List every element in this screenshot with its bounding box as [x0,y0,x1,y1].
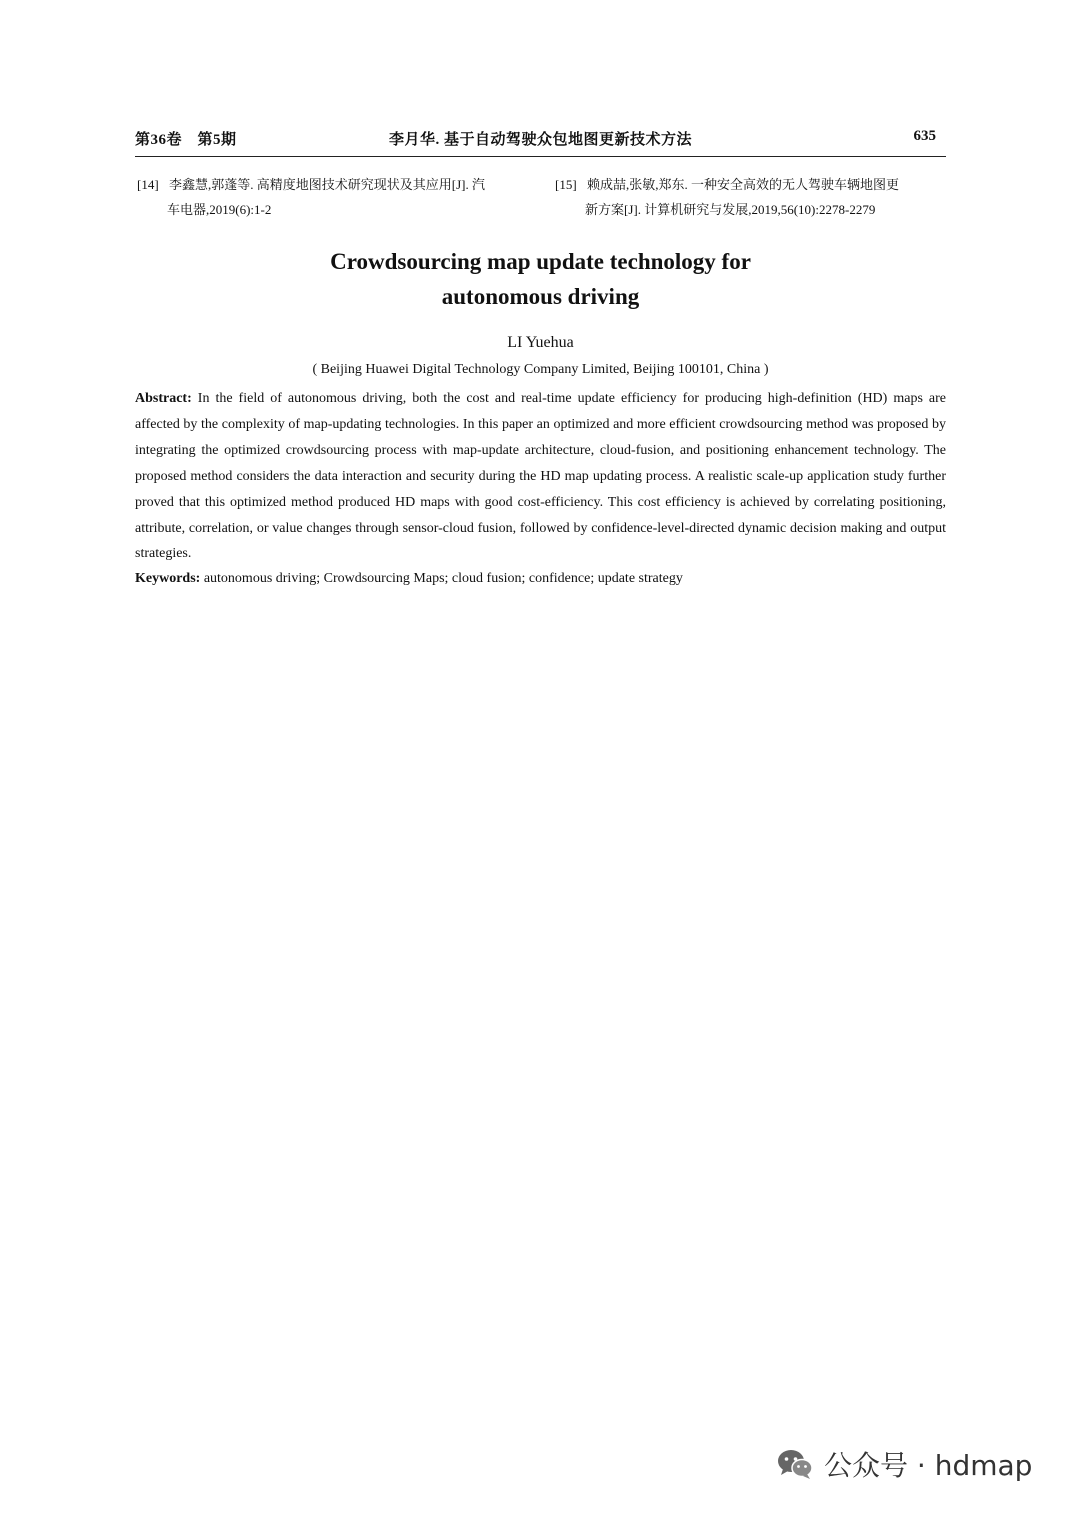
title-line2: autonomous driving [441,284,640,309]
reference-text-line2: 车电器,2019(6):1-2 [167,202,272,217]
reference-number: [15] [555,177,577,192]
watermark [776,1442,1032,1486]
reference-15 [555,172,947,222]
reference-text-line1: 李鑫慧,郭蓬等. 高精度地图技术研究现状及其应用[J]. 汽 [169,177,485,192]
keywords [135,568,946,590]
reference-text-line1: 赖成喆,张敏,郑东. 一种安全高效的无人驾驶车辆地图更 [587,177,900,192]
author: LI Yuehua [507,334,574,351]
abstract-text: In the field of autonomous driving, both the cost and real-time update efficiency for producing high-definition (HD) maps are affected by the complexity of map-updating technologies. In this paper an optimized and more efficient crowdsourcing method was proposed by integrating the optimized crowdsourcing process with map-update architecture, cloud-fusion, and positioning enhancement technology. The proposed method considers the data interaction and security during the HD map updating process. A realistic scale-up application study further proved that this optimized method produced HD maps with good cost-efficiency. This cost efficiency is achieved by correlating positioning, attribute, correlation, or value changes through sensor-cloud fusion, followed by confidence-level-directed dynamic decision making and output strategies. [135,391,946,562]
affiliation: ( Beijing Huawei Digital Technology Company Limited, Beijing 100101, China ) [312,362,769,377]
reference-number: [14] [137,177,159,192]
reference-text-line2: 新方案[J]. 计算机研究与发展,2019,56(10):2278-2279 [585,202,876,217]
keywords-text: autonomous driving; Crowdsourcing Maps; cloud fusion; confidence; update strategy [200,571,683,586]
paper-title [135,244,946,314]
wechat-icon [776,1447,814,1481]
page-number: 635 [913,128,936,144]
keywords-label: Keywords: [135,571,201,586]
title-line1: Crowdsourcing map update technology for [330,249,751,274]
journal-volume: 第36卷 第5期 [135,132,237,148]
running-title: 李月华. 基于自动驾驶众包地图更新技术方法 [388,132,692,148]
abstract [135,386,946,567]
header-rule [135,156,946,157]
reference-14 [137,172,529,222]
watermark-text: 公众号 · hdmap [824,1449,1033,1482]
abstract-label: Abstract: [135,391,192,406]
page-header [135,126,946,150]
